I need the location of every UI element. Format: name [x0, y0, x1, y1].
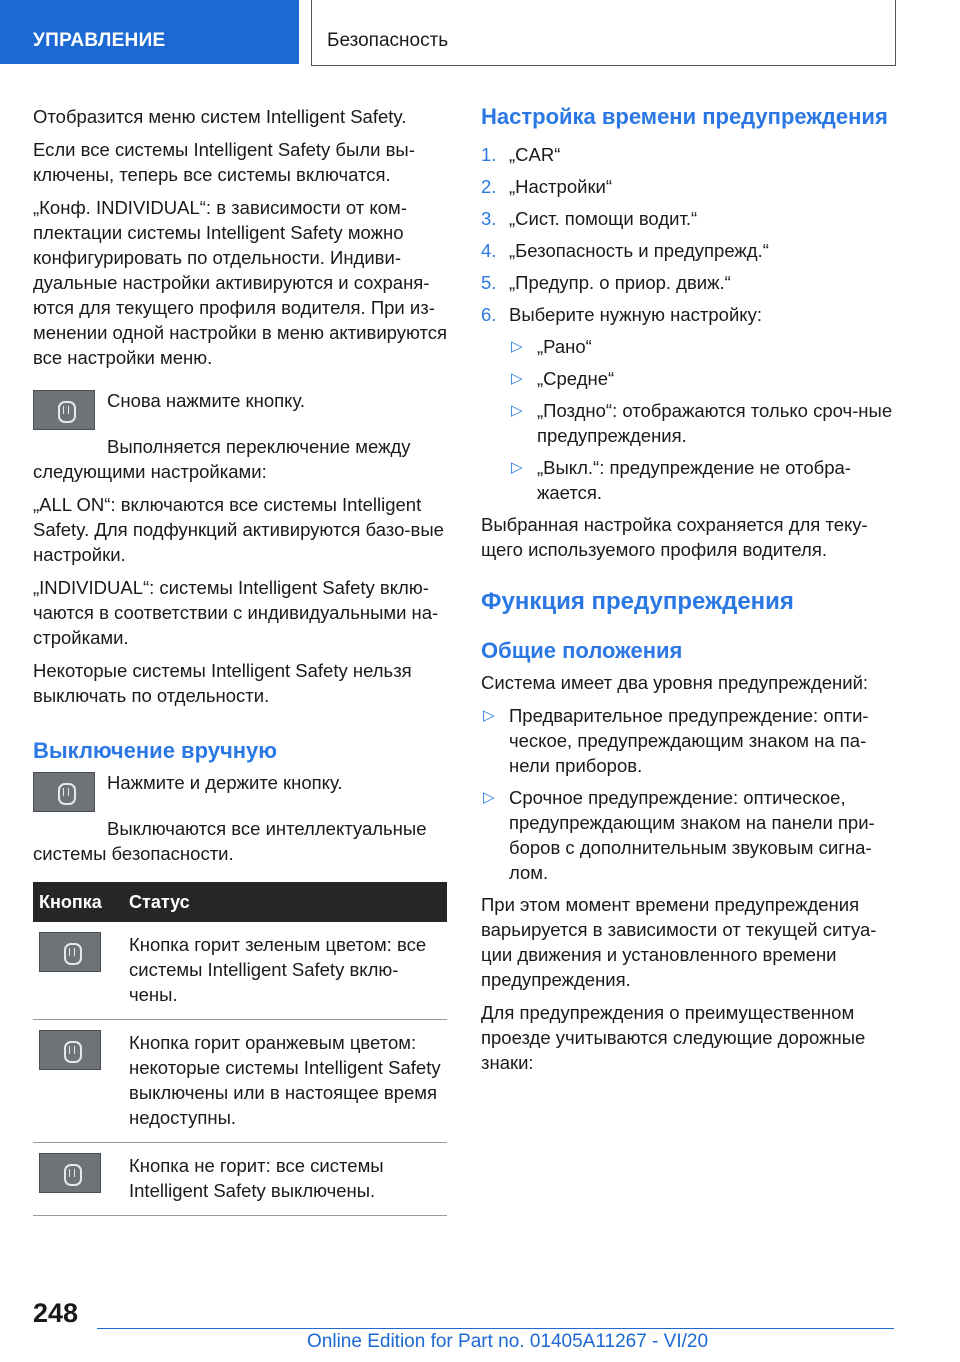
column-header: Статус	[123, 882, 447, 922]
section-heading: Настройка времени предупреждения	[481, 104, 888, 129]
intelligent-safety-button-icon	[33, 772, 95, 812]
list-item: ▷ „Выкл.“: предупреждение не отобра-жается.	[511, 457, 851, 503]
list-item: ▷ Предварительное предупреждение: опти-ческое, предупреждающим знаком на па-нели приборов.	[483, 705, 869, 776]
instruction-text: Снова нажмите кнопку.	[107, 390, 305, 411]
table-row	[33, 1020, 447, 1143]
column-header: Кнопка	[33, 882, 123, 922]
right-column	[481, 104, 893, 1083]
list-item: 3. „Сист. помощи водит.“	[481, 208, 698, 229]
section-heading: Функция предупреждения	[481, 588, 794, 615]
button-orange-icon	[39, 1030, 101, 1070]
paragraph: Выбранная настройка сохраняется для теку-щего используемого профиля водителя.	[481, 514, 868, 560]
status-cell: Кнопка горит оранжевым цветом: некоторые системы Intelligent Safety выключены или в настоящее время недоступны.	[123, 1020, 447, 1143]
list-item: 2. „Настройки“	[481, 176, 613, 197]
paragraph: Выключаются все интеллектуальные системы безопасности.	[33, 818, 427, 864]
list-item: ▷ Срочное предупреждение: оптическое, предупреждающим знаком на панели при-боров с дополнительным звуковым сигна-лом.	[483, 787, 875, 883]
triangle-bullet-icon: ▷	[483, 707, 495, 724]
section-heading: Выключение вручную	[33, 738, 278, 763]
list-item: 5. „Предупр. о приор. движ.“	[481, 272, 731, 293]
page-number: 248	[33, 1298, 79, 1328]
table-row	[33, 922, 447, 1020]
status-cell: Кнопка горит зеленым цветом: все системы Intelligent Safety вклю-чены.	[123, 922, 447, 1020]
list-item: 1. „CAR“	[481, 144, 561, 165]
list-item: ▷ „Поздно“: отображаются только сроч-ные предупреждения.	[511, 400, 893, 446]
paragraph: „Конф. INDIVIDUAL“: в зависимости от ком-плектации системы Intelligent Safety можно конфигурировать по отдельности. Индиви-дуальные настройки активируются и сохраня-ются для текущего профиля водителя. При из-менении одной настройки в меню активируются все настройки меню.	[33, 197, 448, 368]
icon-instruction	[33, 770, 447, 812]
options-list	[509, 334, 893, 505]
triangle-bullet-icon: ▷	[511, 338, 523, 355]
triangle-bullet-icon: ▷	[483, 789, 495, 806]
paragraph: Отобразится меню систем Intelligent Safety.	[33, 106, 407, 127]
triangle-bullet-icon: ▷	[511, 370, 523, 387]
table-header-row	[33, 882, 447, 922]
list-item: 6. Выберите нужную настройку:	[481, 304, 762, 325]
icon-instruction	[33, 388, 447, 430]
subsection-heading: Общие положения	[481, 638, 683, 663]
table-row	[33, 1143, 447, 1216]
paragraph: Для предупреждения о преимущественном проезде учитываются следующие дорожные знаки:	[481, 1002, 866, 1073]
button-status-table	[33, 882, 447, 1216]
header-section-tab	[0, 0, 299, 64]
footer-divider	[97, 1328, 894, 1329]
paragraph: При этом момент времени предупреждения варьируется в зависимости от текущей ситуа-ции движения и установленного времени предупреждения.	[481, 894, 877, 990]
paragraph: Если все системы Intelligent Safety были вы-ключены, теперь все системы включатся.	[33, 139, 415, 185]
steps-list	[481, 142, 893, 327]
paragraph: Выполняется переключение между следующими настройками:	[33, 436, 411, 482]
levels-list	[481, 703, 893, 885]
instruction-text: Нажмите и держите кнопку.	[107, 772, 343, 793]
chapter-title: Безопасность	[327, 30, 449, 51]
section-title: УПРАВЛЕНИЕ	[33, 30, 166, 51]
paragraph: Некоторые системы Intelligent Safety нельзя выключать по отдельности.	[33, 660, 412, 706]
list-item: 4. „Безопасность и предупрежд.“	[481, 240, 769, 261]
triangle-bullet-icon: ▷	[511, 402, 523, 419]
button-off-icon	[39, 1153, 101, 1193]
triangle-bullet-icon: ▷	[511, 459, 523, 476]
paragraph: „ALL ON“: включаются все системы Intelligent Safety. Для подфункций активируются базо-вые настройки.	[33, 494, 444, 565]
list-item: ▷ „Средне“	[511, 368, 615, 389]
paragraph: Система имеет два уровня предупреждений:	[481, 672, 869, 693]
button-green-icon	[39, 932, 101, 972]
footer-edition: Online Edition for Part no. 01405A11267 - VI/20	[307, 1331, 709, 1352]
paragraph: „INDIVIDUAL“: системы Intelligent Safety вклю-чаются в соответствии с индивидуальными на-стройками.	[33, 577, 439, 648]
left-column	[33, 104, 447, 1216]
header-chapter-box	[311, 0, 896, 66]
list-item: ▷ „Рано“	[511, 336, 592, 357]
intelligent-safety-button-icon	[33, 390, 95, 430]
status-cell: Кнопка не горит: все системы Intelligent Safety выключены.	[123, 1143, 447, 1216]
